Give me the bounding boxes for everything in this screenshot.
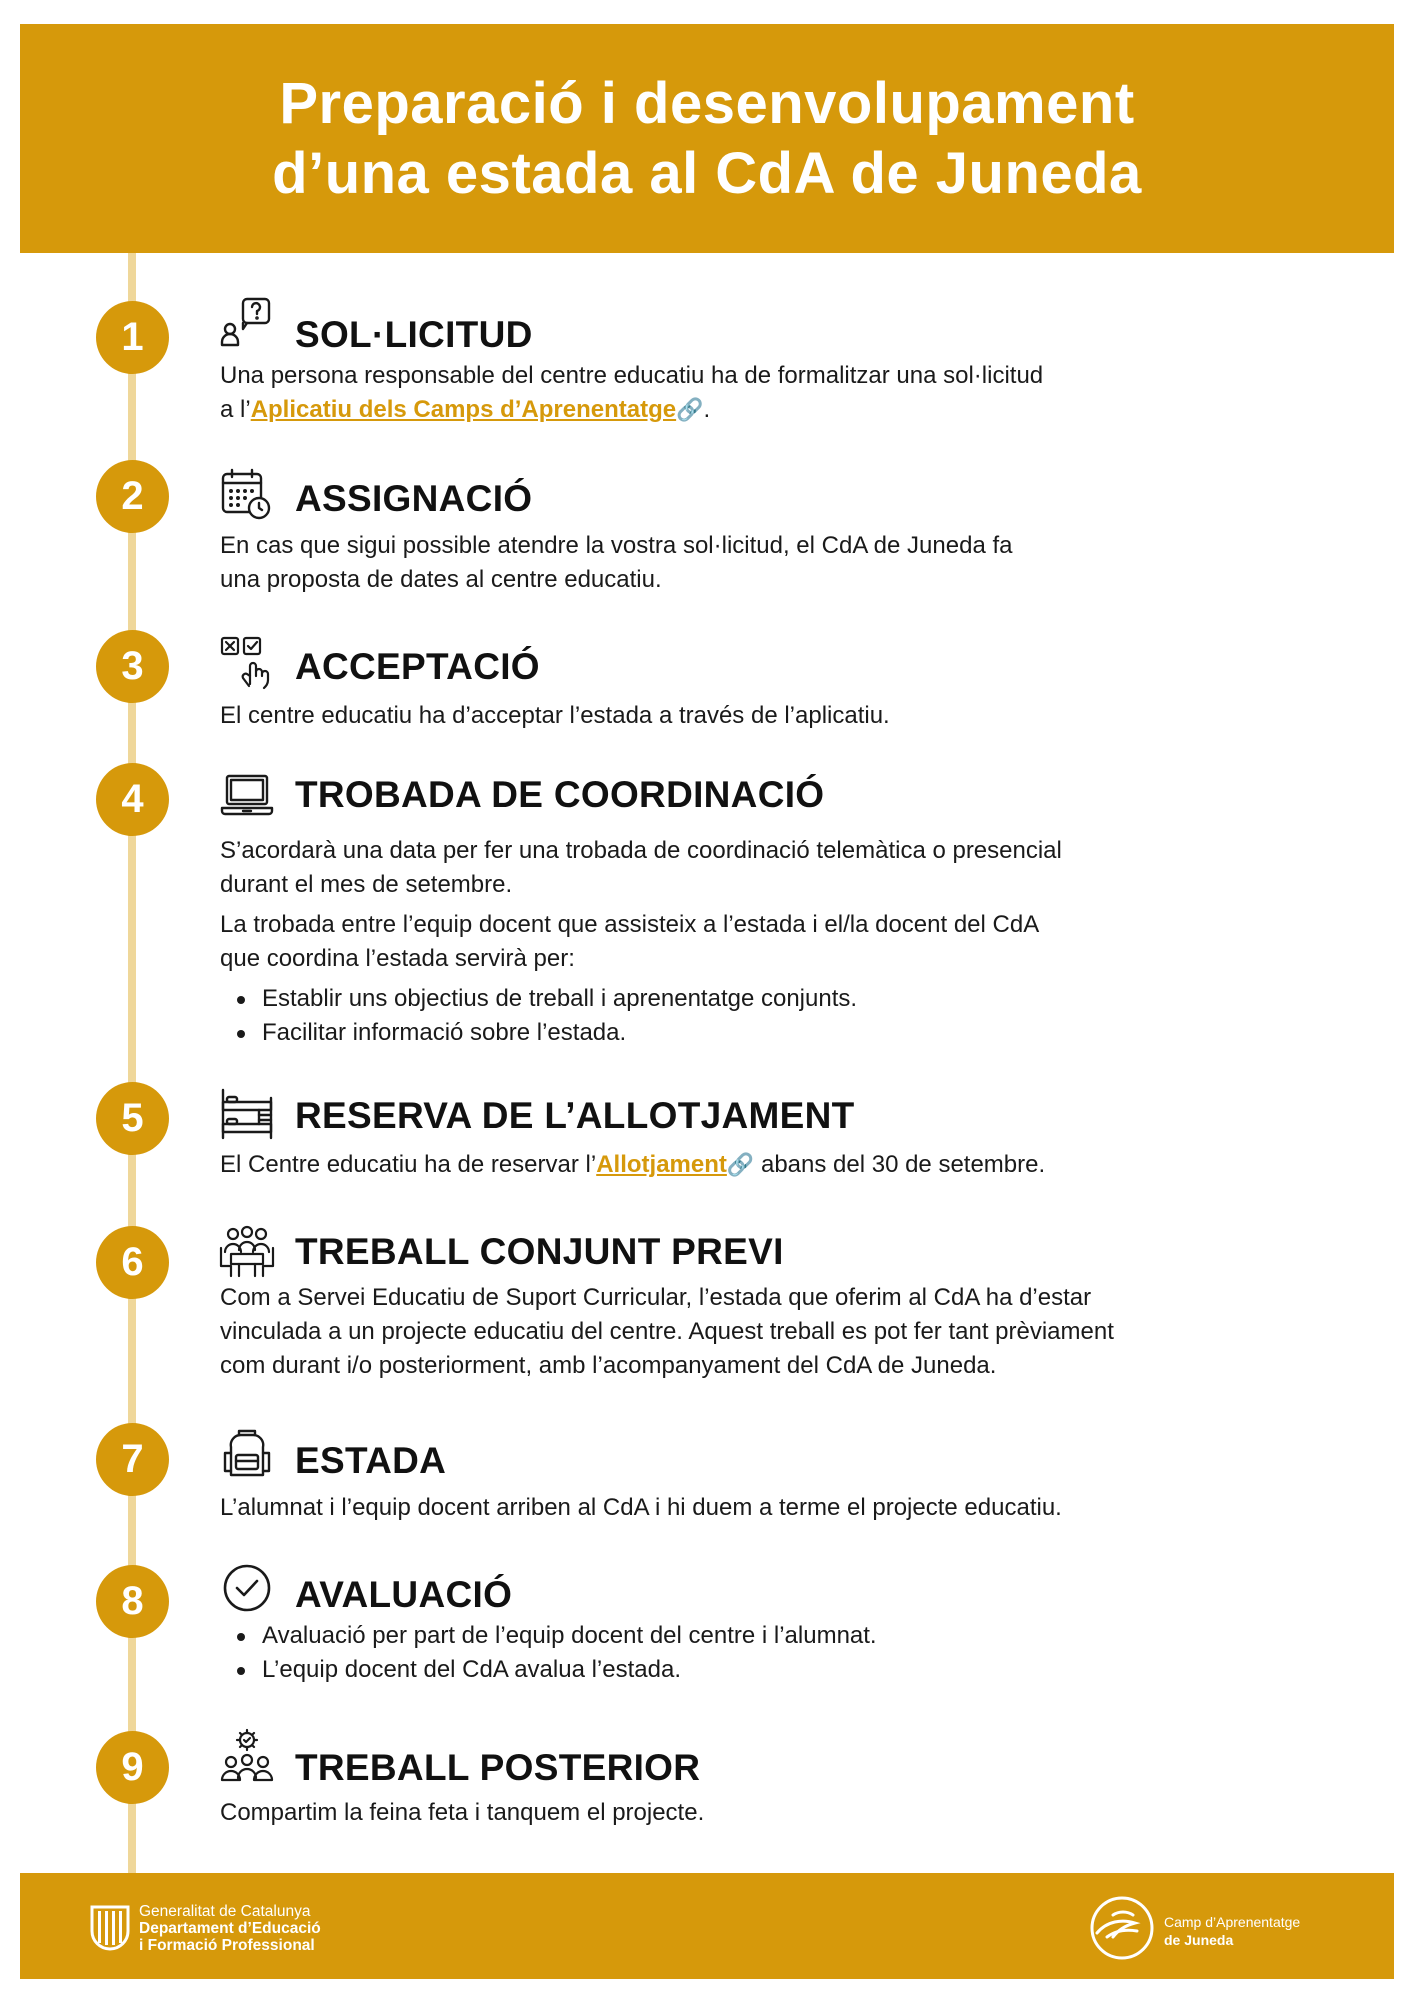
page-title-line-1: Preparació i desenvolupament <box>279 70 1135 136</box>
step-description <box>220 699 1340 733</box>
description-line: La trobada entre l’equip docent que assisteix a l’estada i el/la docent del CdA <box>220 911 1040 938</box>
link-icon: 🔗 <box>726 1152 755 1177</box>
allotjament-link[interactable]: Allotjament <box>596 1151 727 1178</box>
bullet-list <box>220 982 1340 1050</box>
gov-name: Generalitat de Catalunya <box>139 1903 311 1920</box>
step-number-badge: 1 <box>96 301 169 374</box>
step-title: SOL·LICITUD <box>295 314 533 355</box>
department-name: Departament d’Educació <box>139 1920 321 1937</box>
step-number-badge: 5 <box>96 1082 169 1155</box>
laptop-icon <box>219 768 275 824</box>
step-number-badge: 8 <box>96 1565 169 1638</box>
page-footer <box>20 1873 1394 1979</box>
description-line: L’alumnat i l’equip docent arriben al CdA i hi duem a terme el projecte educatiu. <box>220 1494 1062 1521</box>
step-description <box>220 1619 1340 1687</box>
bunk-bed-icon <box>219 1086 275 1142</box>
step-title: RESERVA DE L’ALLOTJAMENT <box>295 1095 855 1136</box>
cda-juneda-text <box>1164 1913 1300 1949</box>
step-number-badge: 9 <box>96 1731 169 1804</box>
step-description <box>220 529 1340 597</box>
description-text: a l’ <box>220 396 251 423</box>
description-line: Una persona responsable del centre educatiu ha de formalitzar una sol·licitud <box>220 362 1044 389</box>
cda-name: de Juneda <box>1164 1932 1234 1948</box>
step-number-badge: 3 <box>96 630 169 703</box>
description-line: una proposta de dates al centre educatiu. <box>220 566 662 593</box>
bullet-item: Avaluació per part de l’equip docent del centre i l’alumnat. <box>220 1619 1340 1653</box>
step-title: AVALUACIÓ <box>295 1574 513 1615</box>
link-icon: 🔗 <box>676 397 704 422</box>
cda-juneda-logo <box>1087 1893 1157 1963</box>
description-text: El Centre educatiu ha de reservar l’ <box>220 1151 597 1178</box>
description-line: Com a Servei Educatiu de Suport Curricular, l’estada que oferim al CdA ha d’estar <box>220 1284 1092 1311</box>
bullet-item: L’equip docent del CdA avalua l’estada. <box>220 1653 1340 1687</box>
bullet-item: Facilitar informació sobre l’estada. <box>220 1016 1340 1050</box>
step-title: TREBALL CONJUNT PREVI <box>295 1231 784 1272</box>
step-number-badge: 6 <box>96 1226 169 1299</box>
bullet-item: Establir uns objectius de treball i aprenentatge conjunts. <box>220 982 1340 1016</box>
step-description <box>220 359 1340 427</box>
description-line: que coordina l’estada servirà per: <box>220 945 575 972</box>
checkbox-hand-icon <box>219 634 275 690</box>
check-circle-icon <box>219 1560 275 1616</box>
department-name: i Formació Professional <box>139 1937 315 1954</box>
step-description <box>220 1148 1340 1182</box>
description-line: S’acordarà una data per fer una trobada de coordinació telemàtica o presencial <box>220 837 1062 864</box>
person-question-icon <box>219 295 275 351</box>
backpack-icon <box>219 1425 275 1481</box>
step-description <box>220 834 1340 1050</box>
cda-name: Camp d’Aprenentatge <box>1164 1914 1301 1930</box>
step-description <box>220 1281 1340 1383</box>
step-title: ESTADA <box>295 1440 447 1481</box>
step-number-badge: 2 <box>96 460 169 533</box>
meeting-table-icon <box>219 1224 275 1280</box>
step-title: TROBADA DE COORDINACIÓ <box>295 774 825 815</box>
generalitat-text <box>139 1903 321 1954</box>
team-gear-icon <box>219 1728 275 1784</box>
step-number-badge: 4 <box>96 763 169 836</box>
description-line: En cas que sigui possible atendre la vostra sol·licitud, el CdA de Juneda fa <box>220 532 1013 559</box>
step-title: ASSIGNACIÓ <box>295 478 533 519</box>
calendar-clock-icon <box>219 466 275 522</box>
description-line: Compartim la feina feta i tanquem el projecte. <box>220 1799 705 1826</box>
step-title: ACCEPTACIÓ <box>295 646 540 687</box>
description-line: com durant i/o posteriorment, amb l’acompanyament del CdA de Juneda. <box>220 1352 997 1379</box>
page-header <box>20 24 1394 253</box>
page-title-line-2: d’una estada al CdA de Juneda <box>272 140 1142 206</box>
aplicatiu-link[interactable]: Aplicatiu dels Camps d’Aprenentatge <box>250 396 677 423</box>
step-title: TREBALL POSTERIOR <box>295 1747 701 1788</box>
bullet-list <box>220 1619 1340 1687</box>
description-line: vinculada a un projecte educatiu del centre. Aquest treball es pot fer tant prèviament <box>220 1318 1114 1345</box>
step-description <box>220 1491 1340 1525</box>
generalitat-logo <box>88 1903 132 1951</box>
step-number-badge: 7 <box>96 1423 169 1496</box>
step-description <box>220 1796 1340 1830</box>
description-line: durant el mes de setembre. <box>220 871 513 898</box>
description-line: El centre educatiu ha d’acceptar l’estada a través de l’aplicatiu. <box>220 702 890 729</box>
description-text: abans del 30 de setembre. <box>754 1151 1046 1178</box>
description-text: . <box>703 396 711 423</box>
